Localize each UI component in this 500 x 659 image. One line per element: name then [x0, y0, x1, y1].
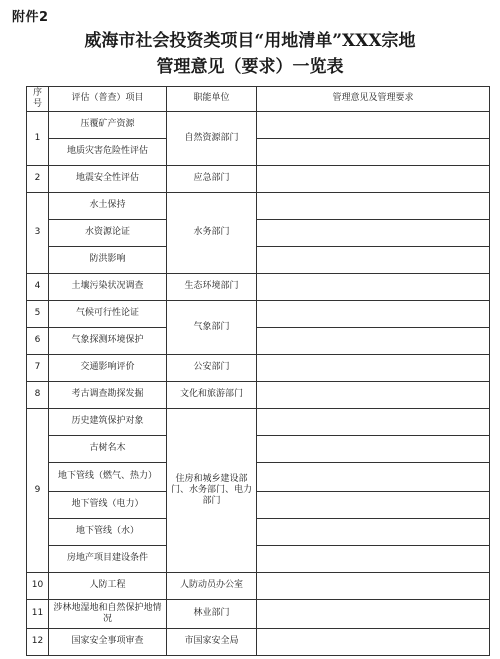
table-header-row — [27, 87, 490, 112]
department-cell: 自然资源部门 — [167, 112, 257, 166]
opinion-cell[interactable] — [257, 301, 490, 328]
item-cell: 地震安全性评估 — [49, 166, 167, 193]
item-cell: 水资源论证 — [49, 220, 167, 247]
header-management-opinion: 管理意见及管理要求 — [257, 87, 490, 112]
department-cell: 应急部门 — [167, 166, 257, 193]
item-cell: 压覆矿产资源 — [49, 112, 167, 139]
table-row — [27, 139, 490, 166]
opinion-cell[interactable] — [257, 328, 490, 355]
management-opinion-table — [26, 86, 490, 656]
opinion-cell[interactable] — [257, 492, 490, 519]
opinion-cell[interactable] — [257, 519, 490, 546]
table-row — [27, 519, 490, 546]
opinion-cell[interactable] — [257, 382, 490, 409]
item-cell: 古树名木 — [49, 436, 167, 463]
table-row — [27, 436, 490, 463]
opinion-cell[interactable] — [257, 463, 490, 492]
table-row — [27, 409, 490, 436]
department-cell: 文化和旅游部门 — [167, 382, 257, 409]
opinion-cell[interactable] — [257, 355, 490, 382]
serial-no-cell: 4 — [27, 274, 49, 301]
table-row — [27, 492, 490, 519]
table-row — [27, 355, 490, 382]
serial-no-cell: 1 — [27, 112, 49, 166]
opinion-cell[interactable] — [257, 220, 490, 247]
serial-no-cell: 10 — [27, 573, 49, 600]
serial-no-cell: 6 — [27, 328, 49, 355]
item-cell: 地下管线（燃气、热力） — [49, 463, 167, 492]
item-cell: 涉林地湿地和自然保护地情况 — [49, 600, 167, 629]
department-cell: 市国家安全局 — [167, 629, 257, 656]
header-assessment-item: 评估（普查）项目 — [49, 87, 167, 112]
item-cell: 防洪影响 — [49, 247, 167, 274]
table-row — [27, 629, 490, 656]
serial-no-cell: 9 — [27, 409, 49, 573]
item-cell: 气象探测环境保护 — [49, 328, 167, 355]
document-subtitle: 管理意见（要求）一览表 — [156, 57, 344, 77]
table-row — [27, 573, 490, 600]
item-cell: 地下管线（水） — [49, 519, 167, 546]
attachment-label: 附件2 — [12, 10, 49, 25]
table-row — [27, 166, 490, 193]
opinion-cell[interactable] — [257, 573, 490, 600]
table-row — [27, 193, 490, 220]
item-cell: 土壤污染状况调查 — [49, 274, 167, 301]
department-cell: 人防动员办公室 — [167, 573, 257, 600]
department-cell: 气象部门 — [167, 301, 257, 355]
item-cell: 考古调查勘探发掘 — [49, 382, 167, 409]
table-row — [27, 274, 490, 301]
opinion-cell[interactable] — [257, 546, 490, 573]
serial-no-cell: 12 — [27, 629, 49, 656]
serial-no-cell: 11 — [27, 600, 49, 629]
opinion-cell[interactable] — [257, 193, 490, 220]
item-cell: 气候可行性论证 — [49, 301, 167, 328]
opinion-cell[interactable] — [257, 247, 490, 274]
table-row — [27, 247, 490, 274]
item-cell: 水土保持 — [49, 193, 167, 220]
serial-no-cell: 2 — [27, 166, 49, 193]
department-cell: 林业部门 — [167, 600, 257, 629]
item-cell: 地下管线（电力） — [49, 492, 167, 519]
serial-no-cell: 3 — [27, 193, 49, 274]
opinion-cell[interactable] — [257, 409, 490, 436]
table-row — [27, 220, 490, 247]
serial-no-cell: 5 — [27, 301, 49, 328]
item-cell: 房地产项目建设条件 — [49, 546, 167, 573]
opinion-cell[interactable] — [257, 112, 490, 139]
item-cell: 地质灾害危险性评估 — [49, 139, 167, 166]
opinion-cell[interactable] — [257, 629, 490, 656]
table-row — [27, 112, 490, 139]
opinion-cell[interactable] — [257, 274, 490, 301]
item-cell: 国家安全事项审查 — [49, 629, 167, 656]
table-row — [27, 301, 490, 328]
document-title: 威海市社会投资类项目“用地清单”XXX宗地 — [84, 31, 416, 51]
serial-no-cell: 7 — [27, 355, 49, 382]
opinion-cell[interactable] — [257, 166, 490, 193]
department-cell: 水务部门 — [167, 193, 257, 274]
department-cell: 住房和城乡建设部门、水务部门、电力部门 — [167, 409, 257, 573]
serial-no-cell: 8 — [27, 382, 49, 409]
department-cell: 生态环境部门 — [167, 274, 257, 301]
item-cell: 人防工程 — [49, 573, 167, 600]
table-row — [27, 328, 490, 355]
table-row — [27, 546, 490, 573]
table-row — [27, 600, 490, 629]
header-serial-no: 序号 — [27, 87, 49, 112]
opinion-cell[interactable] — [257, 600, 490, 629]
opinion-cell[interactable] — [257, 436, 490, 463]
header-department: 职能单位 — [167, 87, 257, 112]
table-row — [27, 463, 490, 492]
item-cell: 交通影响评价 — [49, 355, 167, 382]
table-row — [27, 382, 490, 409]
department-cell: 公安部门 — [167, 355, 257, 382]
opinion-cell[interactable] — [257, 139, 490, 166]
item-cell: 历史建筑保护对象 — [49, 409, 167, 436]
